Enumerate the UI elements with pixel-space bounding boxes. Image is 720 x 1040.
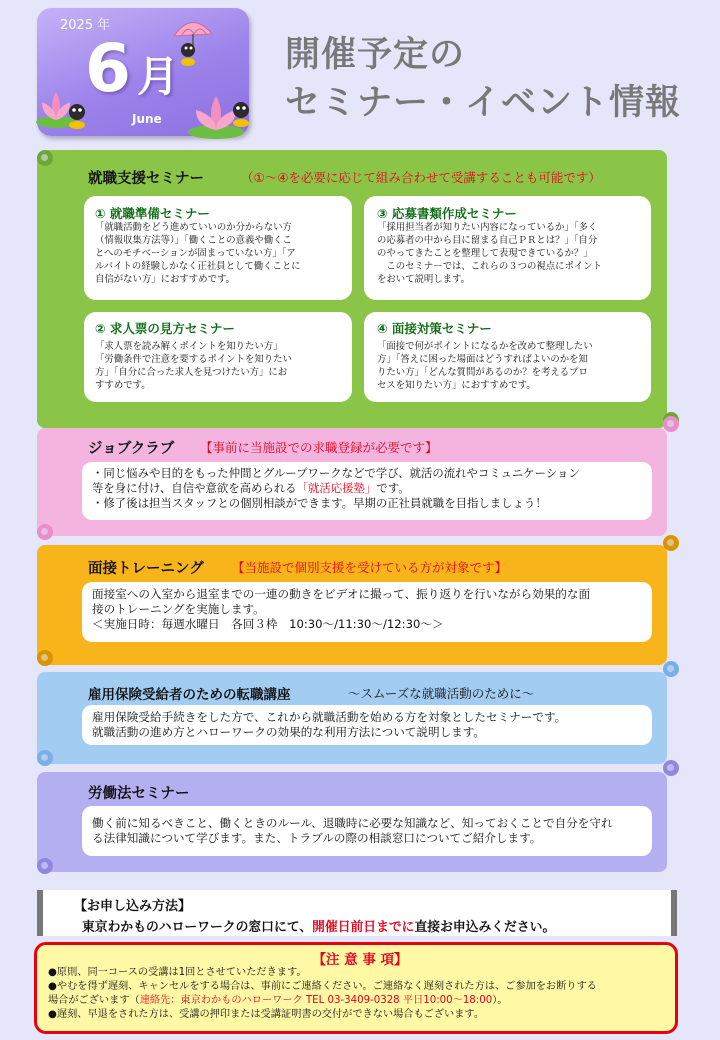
card-title: ① 就職準備セミナー <box>95 206 210 221</box>
notice-title: 【注 意 事 項】 <box>312 952 408 968</box>
interview-training-text: 面接室への入室から退室までの一連の動きをビデオに撮って、振り返りを行いながら効果的な面 接のトレーニングを実施します。 ＜実施日時：毎週水曜日 各回３枠 10:30～/11:30～/12:30～＞ <box>92 587 591 631</box>
card-text: 「面接で何がポイントになるかを改めて整理したい 方」「答えに困った場面はどうすればよいのかを知 りたい方」「どんな質問があるのか？を考えるプロ セスを知りたい方」におすすめです。 <box>377 341 593 391</box>
umbrella-character-icon <box>168 14 216 66</box>
interview-training-note: 【当施設で個別支援を受けている方が対象です】 <box>232 560 508 575</box>
insurance-note: ～スムーズな就職活動のために～ <box>348 686 535 701</box>
job-club-text: ・同じ悩みや目的をもった仲間とグループワークなどで学び、就活の流れやコミュニケーション 等を身に付け、自信や意欲を高められる「就活応援塾」です。 ・修了後は担当スタッフとの個別相談ができます。早期の正社員就職を目指しましょう！ <box>92 466 580 510</box>
interview-training-title: 面接トレーニング <box>88 561 204 577</box>
labor-law-title: 労働法セミナー <box>88 786 190 802</box>
notice-text: ●原則、同一コースの受講は1回とさせていただきます。 ●やむを得ず遅刻、キャンセルをする場合は、事前にご連絡ください。ご連絡なく遅刻された方は、ご参加をお断りする 場合がございます（連絡先：東京わかものハローワーク TEL 03-3409-0328 平日10:00～18:00）。 ●遅刻、早退をされた方は、受講の押印または受講証明書の交付ができない場合もございます。 <box>48 967 597 1020</box>
scroll-curl <box>37 750 53 766</box>
insurance-text: 雇用保険受給手続きをした方で、これから就職活動を始める方を対象としたセミナーです。 就職活動の進め方とハローワークの効果的な利用方法について説明します。 <box>92 710 567 739</box>
insurance-title: 雇用保険受給者のための転職講座 <box>88 687 291 703</box>
job-support-title: 就職支援セミナー <box>88 171 204 187</box>
character-icon <box>228 98 254 128</box>
scroll-curl <box>663 661 679 677</box>
card-title: ③ 応募書類作成セミナー <box>377 206 517 221</box>
page-title-line2: セミナー・イベント情報 <box>285 83 682 123</box>
apply-title: 【お申し込み方法】 <box>74 899 192 914</box>
year-label: 2025 年 <box>60 18 111 33</box>
card-title: ② 求人票の見方セミナー <box>95 321 235 336</box>
page-title-line1: 開催予定の <box>285 35 466 75</box>
card-text: 「求人票を読み解くポイントを知りたい方」 「労働条件で注意を要するポイントを知りたい 方」「自分に合った求人を見つけたい方」にお すすめです。 <box>95 341 292 391</box>
scroll-curl <box>37 150 53 166</box>
scroll-curl <box>37 650 53 666</box>
job-club-title: ジョブクラブ <box>88 441 175 457</box>
scroll-curl <box>663 416 679 432</box>
job-support-note: （①～④を必要に応じて組み合わせて受講することも可能です） <box>241 170 601 185</box>
character-icon <box>64 100 90 130</box>
month-english: June <box>132 112 162 126</box>
labor-law-text: 働く前に知るべきこと、働くときのルール、退職時に必要な知識など、知っておくことで自分を守れ る法律知識について学びます。また、トラブルの際の相談窓口についてご紹介します。 <box>92 816 613 845</box>
scroll-curl <box>663 535 679 551</box>
card-title: ④ 面接対策セミナー <box>377 321 492 336</box>
month-number: 6月 <box>85 30 181 107</box>
scroll-curl <box>37 524 53 540</box>
scroll-curl <box>663 760 679 776</box>
apply-text: 東京わかものハローワークの窓口にて、開催日前日までに直接お申込みください。 <box>82 920 556 935</box>
job-club-note: 【事前に当施設での求職登録が必要です】 <box>200 440 438 455</box>
scroll-curl <box>37 858 53 874</box>
card-text: 「採用担当者が知りたい内容になっているか」「多く の応募者の中から目に留まる自己ＰＲとは？」「自分 のやってきたことを整理して表現できているか？」 このセミナーでは、これらの３つの視点にポイント をおいて説明します。 <box>377 222 603 285</box>
card-text: 「就職活動をどう進めていいのか分からない方 （情報収集方法等）」「働くことの意義や働くこ とへのモチベーションが固まっていない方」「ア ルバイトの経験しかなく正社員として働くことに 自信がない方」におすすめです。 <box>95 222 301 285</box>
